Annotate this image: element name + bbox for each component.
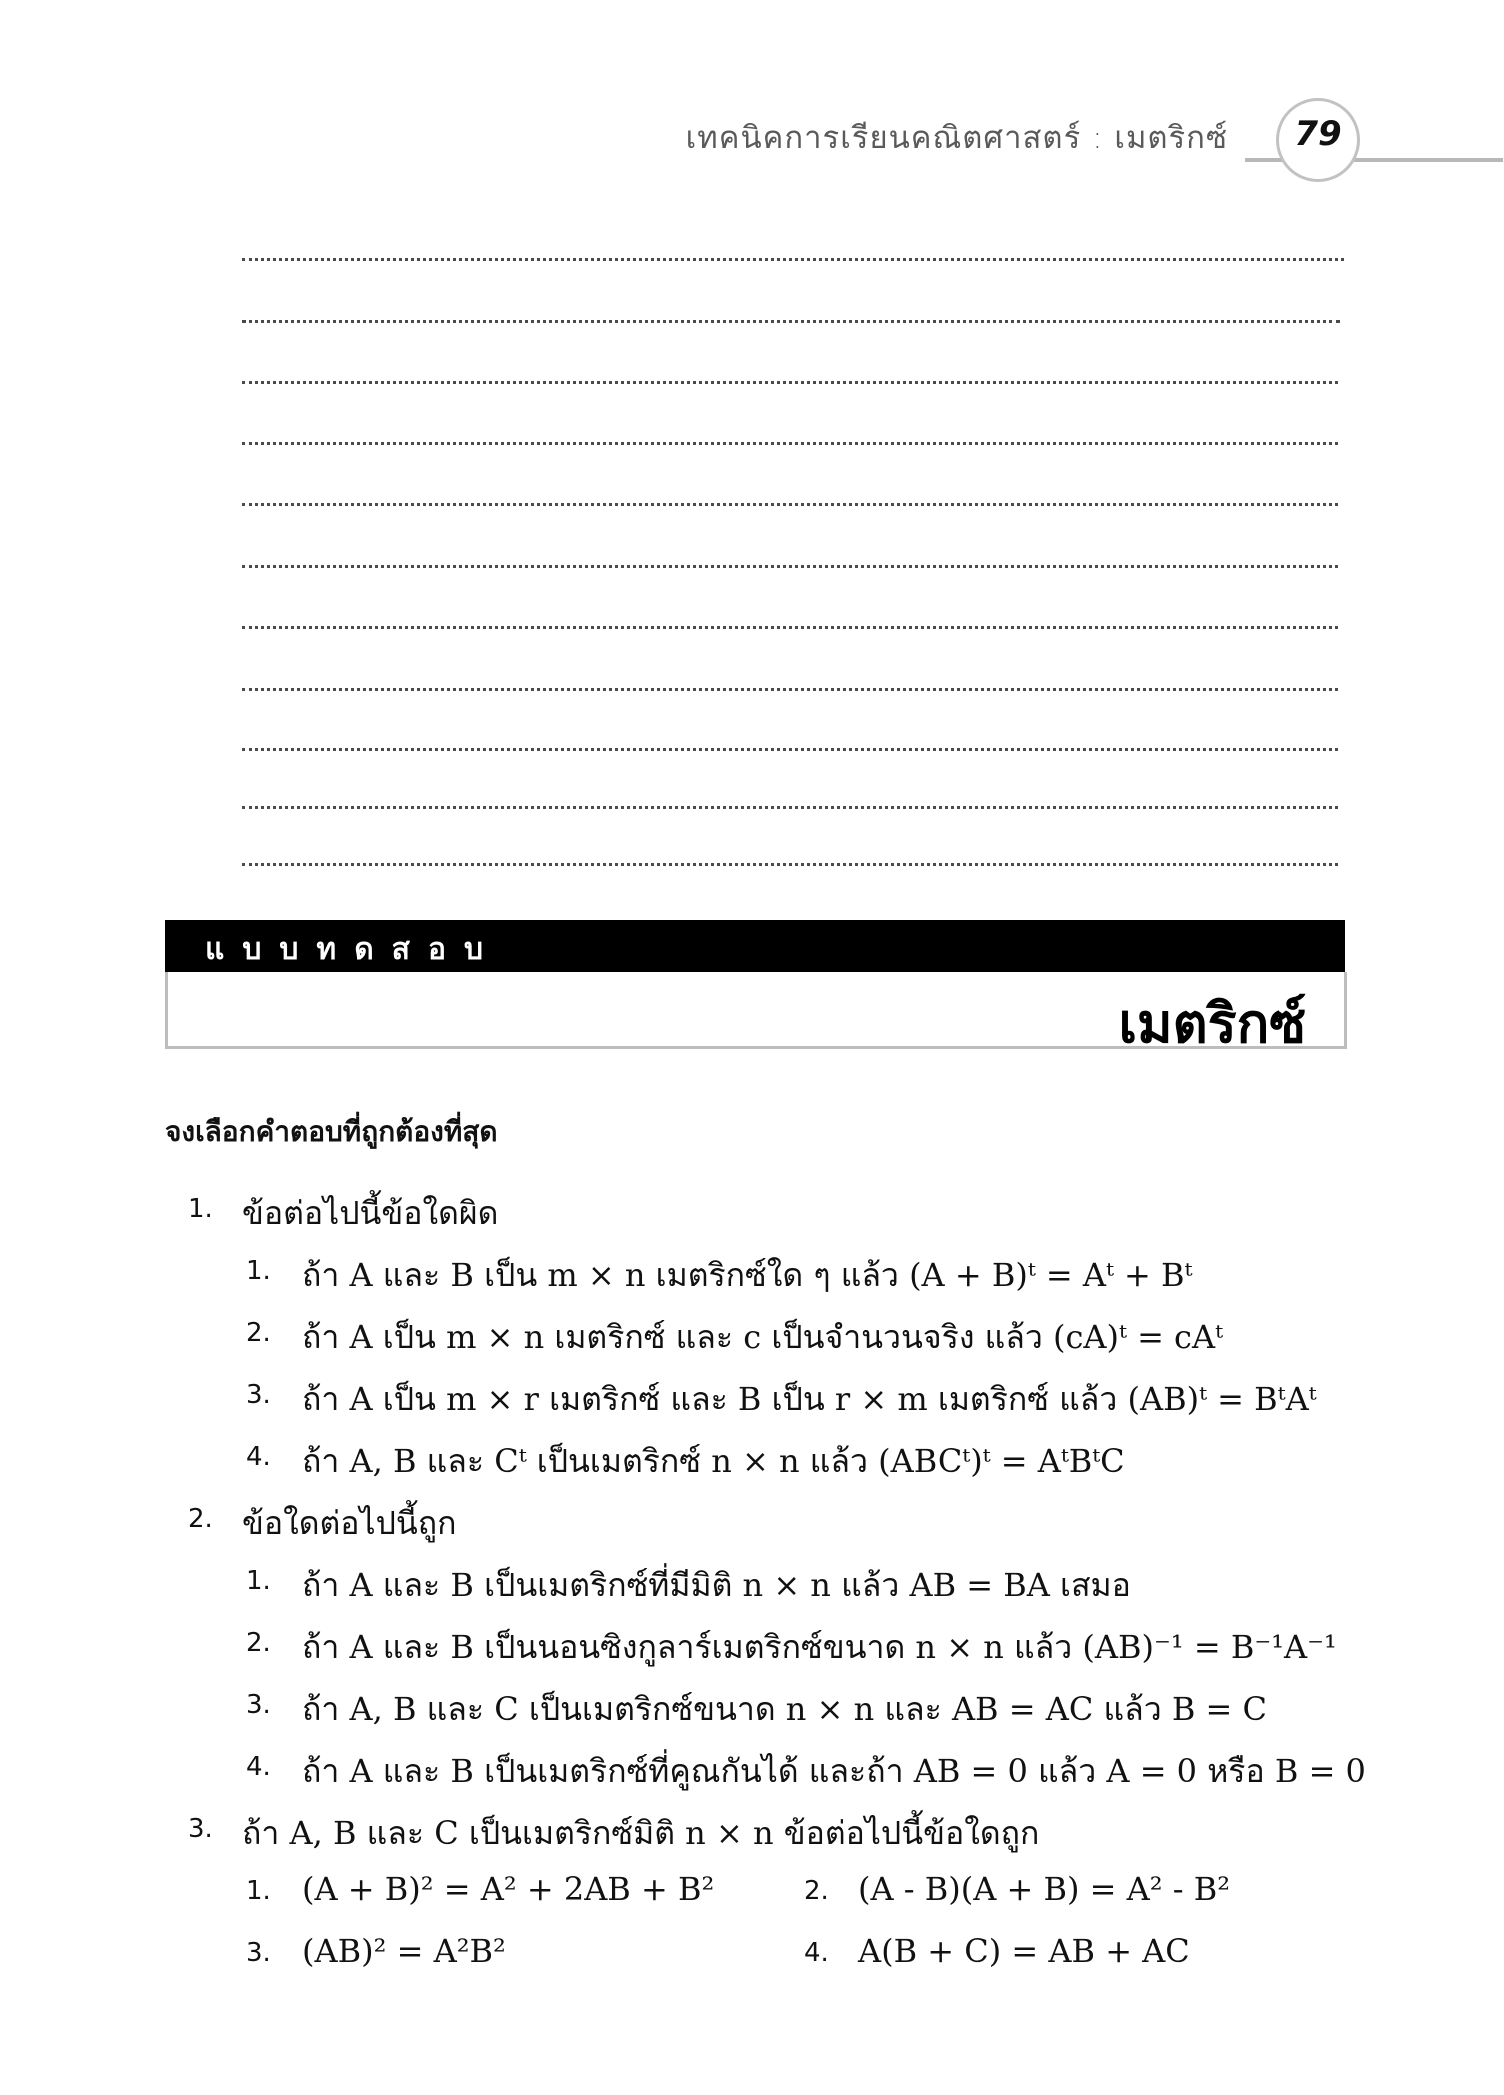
question-text: ข้อต่อไปนี้ข้อใดผิด	[242, 1194, 499, 1232]
answer-line	[242, 806, 1338, 809]
question-number: 2.	[188, 1504, 213, 1534]
option-number: 3.	[246, 1380, 271, 1410]
option-number: 3.	[246, 1938, 271, 1968]
option-number: 1.	[246, 1256, 271, 1286]
instruction: จงเลือกคำตอบที่ถูกต้องที่สุด	[165, 1115, 498, 1148]
option-text: ถ้า A, B และ C เป็นเมตริกซ์ขนาด n × n และ AB = AC แล้ว B = C	[302, 1690, 1268, 1728]
option-number: 2.	[804, 1876, 829, 1906]
running-header-title: เทคนิคการเรียนคณิตศาสตร์ : เมตริกซ์	[685, 120, 1228, 156]
option-text: ถ้า A และ B เป็นเมตริกซ์ที่คูณกันได้ และถ้า AB = 0 แล้ว A = 0 หรือ B = 0	[302, 1752, 1366, 1790]
question-text: ถ้า A, B และ C เป็นเมตริกซ์มิติ n × n ข้อต่อไปนี้ข้อใดถูก	[242, 1814, 1040, 1852]
question-text: ข้อใดต่อไปนี้ถูก	[242, 1504, 457, 1542]
option-text: ถ้า A, B และ Cᵗ เป็นเมตริกซ์ n × n แล้ว (ABCᵗ)ᵗ = AᵗBᵗC	[302, 1442, 1125, 1480]
option-number: 1.	[246, 1876, 271, 1906]
option-number: 2.	[246, 1628, 271, 1658]
question-number: 1.	[188, 1194, 213, 1224]
answer-line	[242, 442, 1338, 445]
answer-line	[242, 503, 1338, 506]
page-number: 79	[1294, 114, 1342, 154]
answer-line	[242, 688, 1338, 691]
answer-line	[242, 626, 1338, 629]
option-text: (A + B)² = A² + 2AB + B²	[302, 1870, 715, 1908]
section-banner	[165, 920, 1345, 972]
section-label: แบบทดสอบ	[205, 932, 502, 967]
option-text: ถ้า A เป็น m × r เมตริกซ์ และ B เป็น r × m เมตริกซ์ แล้ว (AB)ᵗ = BᵗAᵗ	[302, 1380, 1317, 1418]
option-number: 4.	[246, 1442, 271, 1472]
section-title-box	[165, 972, 1347, 1055]
option-text: ถ้า A เป็น m × n เมตริกซ์ และ c เป็นจำนวนจริง แล้ว (cA)ᵗ = cAᵗ	[302, 1318, 1223, 1356]
option-number: 3.	[246, 1690, 271, 1720]
option-number: 4.	[246, 1752, 271, 1782]
question-number: 3.	[188, 1814, 213, 1844]
option-text: ถ้า A และ B เป็นนอนซิงกูลาร์เมตริกซ์ขนาด n × n แล้ว (AB)⁻¹ = B⁻¹A⁻¹	[302, 1628, 1337, 1666]
section-title: เมตริกซ์	[1118, 992, 1306, 1055]
option-text: (AB)² = A²B²	[302, 1932, 506, 1970]
answer-line	[242, 565, 1338, 568]
option-number: 1.	[246, 1566, 271, 1596]
option-text: ถ้า A และ B เป็น m × n เมตริกซ์ใด ๆ แล้ว (A + B)ᵗ = Aᵗ + Bᵗ	[302, 1256, 1193, 1294]
option-number: 2.	[246, 1318, 271, 1348]
answer-line	[242, 863, 1338, 866]
answer-line	[242, 320, 1340, 323]
option-text: (A - B)(A + B) = A² - B²	[858, 1870, 1231, 1908]
option-text: ถ้า A และ B เป็นเมตริกซ์ที่มีมิติ n × n แล้ว AB = BA เสมอ	[302, 1566, 1131, 1604]
option-number: 4.	[804, 1938, 829, 1968]
answer-line	[242, 258, 1344, 261]
answer-line	[242, 748, 1338, 751]
option-text: A(B + C) = AB + AC	[858, 1932, 1190, 1970]
answer-line	[242, 381, 1338, 384]
